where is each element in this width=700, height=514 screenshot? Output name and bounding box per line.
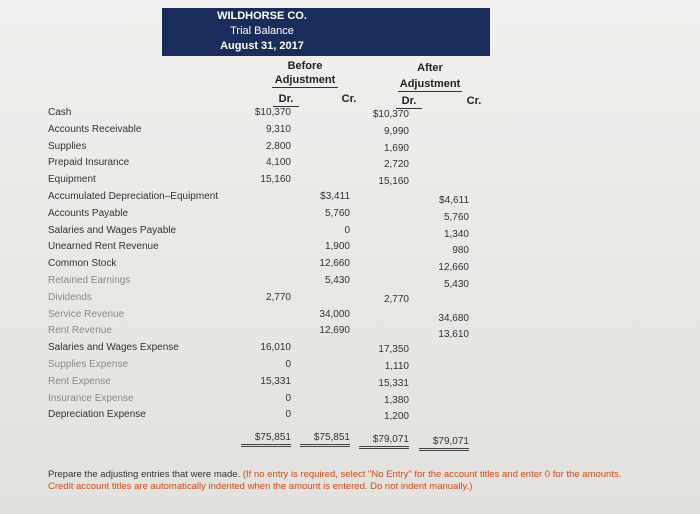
amount-after-dr: 2,720	[383, 159, 409, 171]
amount-after-cr: 12,660	[438, 262, 469, 274]
amount-before-dr: 15,331	[260, 375, 291, 387]
account-name: Prepaid Insurance	[48, 157, 130, 169]
after-heading-line1: After	[417, 62, 443, 74]
instructions-note-1: (If no entry is required, select "No Entry" for the account titles and enter 0 for the amounts.	[240, 469, 622, 480]
before-cr-heading: Cr.	[341, 93, 357, 105]
account-name: Accumulated Depreciation–Equipment	[48, 191, 219, 202]
amount-after-cr: 13,610	[438, 329, 469, 341]
amount-before-dr: $10,370	[254, 107, 291, 118]
amount-before-cr: 34,000	[319, 308, 350, 320]
after-dr-heading: Dr.	[396, 95, 422, 109]
after-cr-heading: Cr.	[466, 95, 482, 107]
account-name: Rent Revenue	[48, 325, 112, 337]
instructions-note-2: Credit account titles are automatically indented when the amount is entered. Do not indent manually.)	[48, 481, 473, 492]
amount-before-dr: 2,770	[265, 291, 291, 303]
amount-after-cr: 34,680	[438, 312, 469, 324]
total-before-cr: $75,851	[300, 431, 350, 447]
amount-after-dr: 1,110	[384, 361, 409, 372]
account-name: Unearned Rent Revenue	[48, 241, 159, 253]
account-name: Supplies Expense	[48, 359, 129, 370]
report-title: Trial Balance	[230, 25, 294, 37]
before-heading-line1: Before	[287, 60, 323, 72]
amount-after-dr: 17,350	[378, 344, 409, 356]
account-name: Service Revenue	[48, 308, 125, 320]
total-after-dr: $79,071	[359, 433, 409, 449]
instructions-main: Prepare the adjusting entries that were made.	[48, 469, 241, 480]
amount-after-dr: 15,331	[378, 377, 409, 389]
account-name: Dividends	[48, 291, 92, 303]
amount-before-cr: 5,760	[324, 207, 350, 219]
amount-before-cr: 5,430	[324, 275, 350, 286]
account-name: Salaries and Wages Payable	[48, 224, 177, 236]
total-before-dr: $75,851	[241, 431, 291, 447]
amount-before-dr: 0	[285, 409, 291, 421]
account-name: Common Stock	[48, 258, 117, 270]
report-date: August 31, 2017	[220, 40, 304, 52]
amount-after-dr: 15,160	[378, 176, 409, 188]
account-name: Cash	[48, 107, 72, 118]
company-name: WILDHORSE CO.	[217, 10, 307, 22]
amount-after-dr: 2,770	[383, 293, 409, 305]
after-heading-line2: Adjustment	[399, 78, 461, 90]
amount-after-dr: $10,370	[372, 109, 409, 120]
account-name: Retained Earnings	[48, 275, 131, 286]
instructions	[48, 469, 688, 493]
amount-before-dr: 0	[285, 359, 291, 370]
amount-after-cr: 1,340	[443, 228, 469, 240]
amount-before-dr: 0	[285, 392, 291, 404]
amount-after-dr: 9,990	[383, 125, 409, 137]
account-name: Rent Expense	[48, 375, 111, 387]
amount-after-cr: $4,611	[439, 195, 469, 206]
amount-after-dr: 1,200	[383, 411, 409, 423]
before-heading-line2: Adjustment	[272, 74, 338, 88]
account-name: Supplies	[48, 140, 87, 152]
amount-before-dr: 15,160	[260, 174, 291, 186]
amount-before-dr: 4,100	[265, 157, 291, 169]
amount-after-cr: 5,760	[443, 211, 469, 223]
account-name: Accounts Payable	[48, 207, 129, 219]
report-header	[162, 8, 490, 56]
amount-before-cr: 12,690	[319, 325, 350, 337]
amount-after-dr: 1,380	[383, 394, 409, 406]
amount-after-cr: 5,430	[443, 279, 469, 290]
before-dr-heading: Dr.	[273, 93, 299, 107]
amount-before-cr: $3,411	[320, 191, 350, 202]
amount-before-cr: 1,900	[324, 241, 350, 253]
amount-before-cr: 0	[344, 224, 350, 236]
amount-before-cr: 12,660	[319, 258, 350, 270]
account-name: Depreciation Expense	[48, 409, 146, 421]
account-name: Equipment	[48, 174, 96, 186]
total-after-cr: $79,071	[419, 435, 469, 451]
account-name: Accounts Receivable	[48, 123, 142, 135]
amount-before-dr: 9,310	[265, 123, 291, 135]
amount-after-dr: 1,690	[383, 142, 409, 154]
amount-after-cr: 980	[452, 245, 469, 257]
account-name: Insurance Expense	[48, 392, 134, 404]
amount-before-dr: 16,010	[260, 342, 291, 354]
account-name: Salaries and Wages Expense	[48, 342, 179, 354]
amount-before-dr: 2,800	[265, 140, 291, 152]
